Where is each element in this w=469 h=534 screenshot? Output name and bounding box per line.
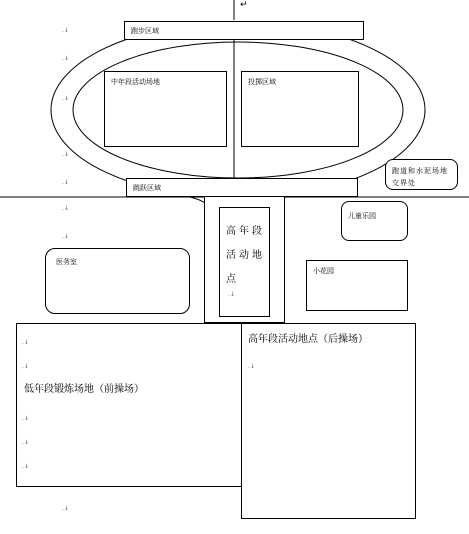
- para-mark-11: .↓: [22, 439, 29, 446]
- para-mark-12: .↓: [22, 463, 29, 470]
- high-center-zone: [219, 207, 270, 317]
- para-mark-6: .↓: [62, 205, 69, 212]
- road-junction-label: 跑道和水泥场地交界处: [392, 167, 448, 187]
- road-junction-zone: [385, 159, 458, 190]
- middle-activity-label: 中年段活动场地: [111, 78, 160, 86]
- para-mark-15: .↓: [228, 291, 235, 298]
- low-front-zone: [16, 323, 247, 487]
- para-mark-14: .↓: [248, 363, 255, 370]
- para-mark-5: .↓: [62, 179, 69, 186]
- para-mark-3: .↓: [62, 95, 69, 102]
- children-play-zone: [341, 201, 408, 241]
- small-garden-label: 小花园: [313, 267, 334, 275]
- para-mark-7: .↓: [62, 233, 69, 240]
- return-mark-top: ↵: [240, 0, 248, 10]
- jump-area-label: 投掷区域: [248, 78, 276, 86]
- clinic-label: 医务室: [56, 258, 77, 266]
- para-mark-4: .↓: [62, 151, 69, 158]
- para-mark-2: .↓: [62, 55, 69, 62]
- para-mark-13: .↓: [62, 505, 69, 512]
- jump-area-zone: [241, 71, 359, 147]
- children-play-label: 儿童乐园: [348, 212, 376, 220]
- track-top-label: 跑步区域: [131, 27, 159, 35]
- track-bottom-zone: [126, 178, 358, 197]
- low-front-label: 低年段锻炼场地（前操场）: [24, 384, 144, 395]
- para-mark-9: .↓: [22, 363, 29, 370]
- track-top-zone: [124, 21, 364, 40]
- high-back-label: 高年段活动地点（后操场）: [248, 334, 368, 345]
- small-garden-zone: [306, 260, 408, 311]
- para-mark-8: .↓: [22, 339, 29, 346]
- clinic-zone: [45, 248, 190, 314]
- para-mark-10: .↓: [22, 415, 29, 422]
- para-mark-1: .↓: [62, 27, 69, 34]
- track-bottom-label: 跳跃区域: [133, 184, 161, 192]
- high-center-label: 高年段活动地点: [226, 226, 265, 285]
- middle-activity-zone: [104, 71, 227, 147]
- high-back-zone: [241, 323, 416, 519]
